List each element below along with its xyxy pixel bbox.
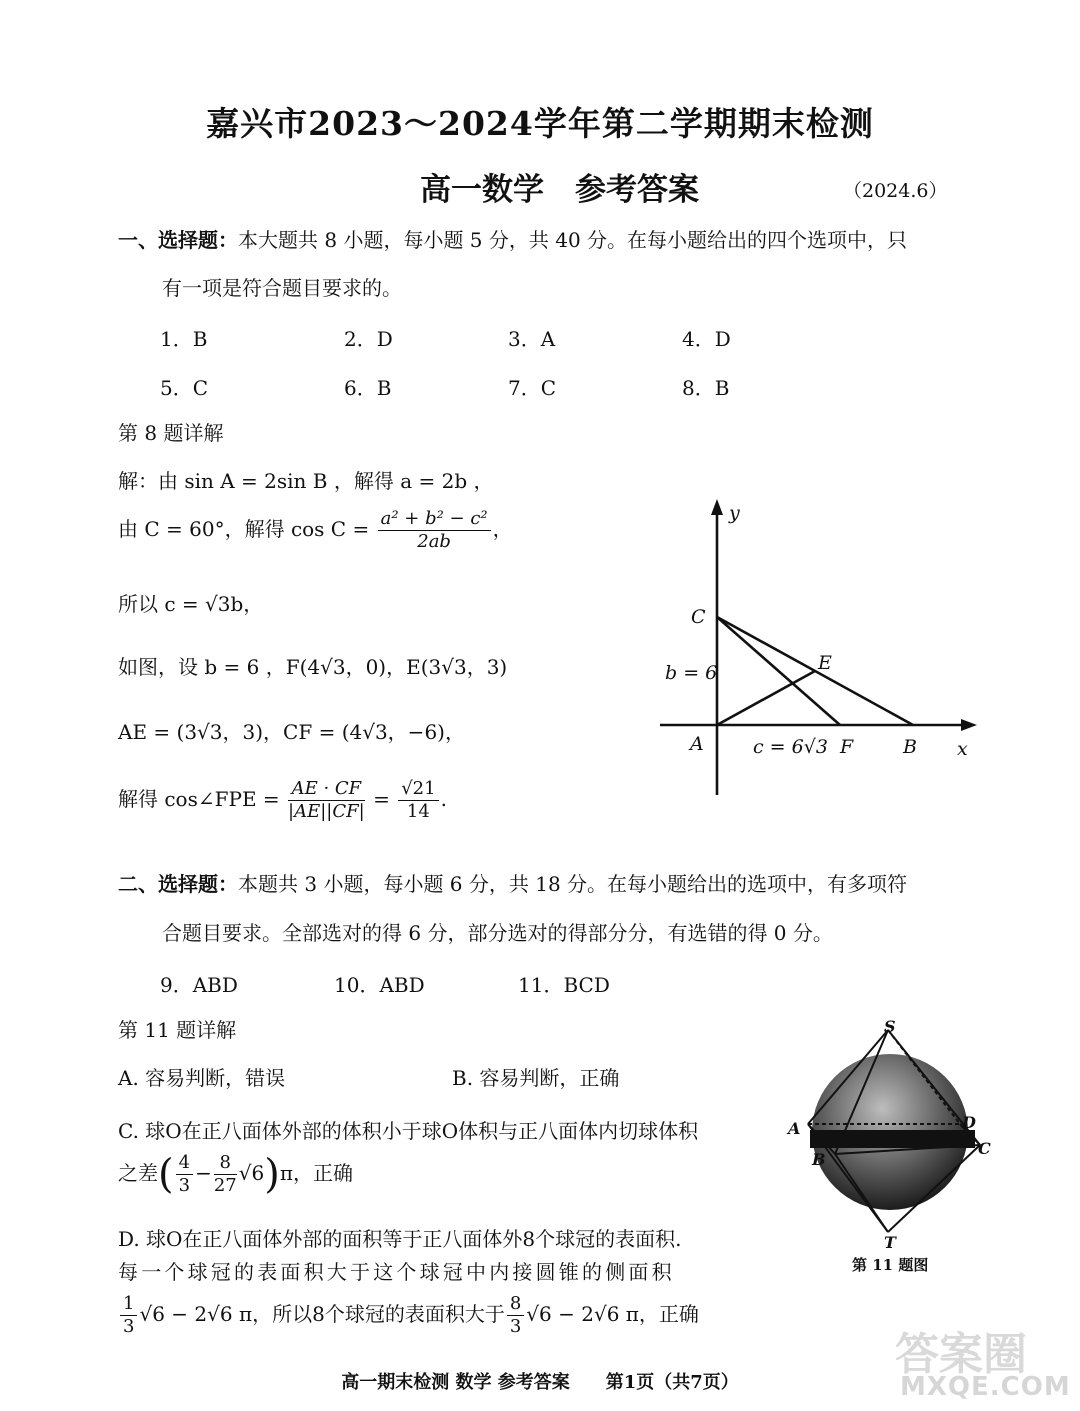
section1-heading: 一、选择题：: [118, 228, 238, 252]
label-B: B: [812, 1150, 826, 1169]
q8-vector-fraction: [288, 778, 365, 823]
q11-c2-pre: 之差: [118, 1161, 158, 1185]
sqrt-six: √6: [238, 1161, 265, 1185]
watermark-url: MXQE.COM: [900, 1372, 1071, 1402]
fraction-numerator: √21: [398, 778, 438, 801]
section1-line1: [118, 226, 907, 254]
section2-heading: 二、选择题：: [118, 872, 238, 896]
q8-title: 第 8 题详解: [118, 421, 224, 445]
q8-line1: 解：由 sin A = 2sin B ，解得 a = 2b ，: [118, 469, 494, 493]
label-T: T: [884, 1233, 896, 1252]
answer-2: 2．D: [344, 327, 393, 351]
label-F: F: [840, 736, 854, 758]
q8-line6-pre: 解得 cos∠FPE =: [118, 787, 280, 811]
label-b: b = 6: [665, 662, 718, 684]
label-x: x: [957, 738, 968, 760]
q8-line5: AE = (3√3，3)，CF = (4√3，−6)，: [118, 720, 465, 744]
label-y: y: [729, 502, 740, 524]
section1-desc1: 本大题共 8 小题，每小题 5 分，共 40 分。在每小题给出的四个选项中，只: [238, 228, 908, 252]
fraction-numerator: 4: [176, 1152, 193, 1175]
label-E: E: [818, 652, 832, 674]
fraction-denominator: 3: [178, 1175, 191, 1196]
label-A: A: [690, 733, 704, 755]
label-A: A: [788, 1119, 801, 1138]
document-title: 嘉兴市2023～2024学年第二学期期末检测: [206, 104, 874, 143]
answer-8: 8．B: [682, 376, 730, 400]
q8-coordinate-figure: [655, 495, 985, 800]
y-axis-arrow-icon: [711, 499, 723, 515]
fraction-denominator: 3: [123, 1316, 135, 1337]
section2-desc1: 本题共 3 小题，每小题 6 分，共 18 分。在每小题给出的选项中，有多项符: [238, 872, 908, 896]
q11-option-c1: C. 球O在正八面体外部的体积小于球O体积与正八面体内切球体积: [118, 1119, 699, 1143]
answer-9: 9．ABD: [160, 973, 238, 997]
section1-desc2: 有一项是符合题目要求的。: [162, 276, 402, 300]
fraction-numerator: 8: [507, 1293, 524, 1316]
q11-option-a: A. 容易判断，错误: [118, 1066, 286, 1090]
q8-line4: 如图，设 b = 6 ，F(4√3，0)，E(3√3，3): [118, 655, 508, 679]
answer-11: 11．BCD: [518, 973, 610, 997]
segment-AE: [717, 671, 815, 725]
equals-sign: =: [373, 787, 390, 811]
fraction-numerator: a² + b² − c²: [378, 508, 491, 531]
q11-option-d2: 每一个球冠的表面积大于这个球冠中内接圆锥的侧面积: [118, 1260, 675, 1284]
label-B: B: [903, 736, 917, 758]
q11-octahedron-figure: [780, 1012, 1005, 1280]
label-C: C: [691, 606, 706, 628]
answer-7: 7．C: [508, 376, 557, 400]
label-S: S: [884, 1017, 896, 1036]
answer-4: 4．D: [682, 327, 731, 351]
q8-line6: [118, 778, 447, 823]
fraction-numerator: AE · CF: [288, 778, 365, 801]
q11-option-d3: [118, 1293, 699, 1338]
page-footer: 高一期末检测 数学 参考答案 第1页（共7页）: [341, 1372, 739, 1393]
q8-line2-post: ，: [492, 517, 513, 541]
q11-c2-post: π，正确: [279, 1161, 353, 1185]
minus-sign: −: [195, 1161, 212, 1185]
answer-10: 10．ABD: [334, 973, 425, 997]
fraction-denominator: 3: [509, 1316, 522, 1337]
fraction-denominator: 2ab: [417, 531, 451, 552]
q11-option-c2: 之差( $\frac{4}{3}$ − $\frac{8}{27}$ √6)π，正确: [118, 1151, 353, 1198]
fraction-numerator: 8: [214, 1152, 237, 1175]
answer-1: 1．B: [160, 327, 208, 351]
q11-option-b: B. 容易判断，正确: [452, 1066, 620, 1090]
label-c: c = 6√3: [753, 736, 828, 758]
q11-d3-mid2: √6 − 2√6 π，正确: [526, 1302, 699, 1326]
q11-d-frac1: [120, 1293, 137, 1338]
q8-cos-fraction: [378, 508, 491, 553]
q11-d-frac2: [507, 1293, 524, 1338]
label-C: C: [978, 1139, 991, 1158]
answer-6: 6．B: [344, 376, 392, 400]
answer-3: 3．A: [508, 327, 556, 351]
period: .: [440, 787, 447, 811]
equator-band: [810, 1130, 975, 1148]
q8-line2-pre: 由 C = 60°，解得 cos C =: [118, 517, 370, 541]
q11-c-frac1: [176, 1152, 193, 1197]
document-subtitle: 高一数学 参考答案: [420, 172, 699, 208]
fraction-numerator: 1: [120, 1293, 137, 1316]
document-date: （2024.6）: [843, 180, 948, 202]
q11-d3-mid1: √6 − 2√6 π，所以8个球冠的表面积大于: [139, 1302, 505, 1326]
watermark-logo: 答案圈: [895, 1329, 1027, 1380]
q8-result-fraction: [398, 778, 438, 823]
figure-caption: 第 11 题图: [852, 1256, 929, 1274]
fraction-denominator: |AE||CF|: [288, 801, 365, 822]
section2-line1: [118, 870, 907, 898]
fraction-denominator: 27: [213, 1175, 237, 1196]
q8-line2: [118, 508, 513, 553]
section2-desc2: 合题目要求。全部选对的得 6 分，部分选对的得部分分，有选错的得 0 分。: [162, 921, 833, 945]
q8-line3: 所以 c = √3b，: [118, 592, 264, 616]
q11-title: 第 11 题详解: [118, 1018, 237, 1042]
label-D: D: [962, 1113, 976, 1132]
q11-c-frac2: [214, 1152, 237, 1197]
answer-5: 5．C: [160, 376, 209, 400]
q11-option-d1: D. 球O在正八面体外部的面积等于正八面体外8个球冠的表面积.: [118, 1227, 682, 1251]
fraction-denominator: 14: [406, 801, 430, 822]
x-axis-arrow-icon: [961, 719, 977, 731]
